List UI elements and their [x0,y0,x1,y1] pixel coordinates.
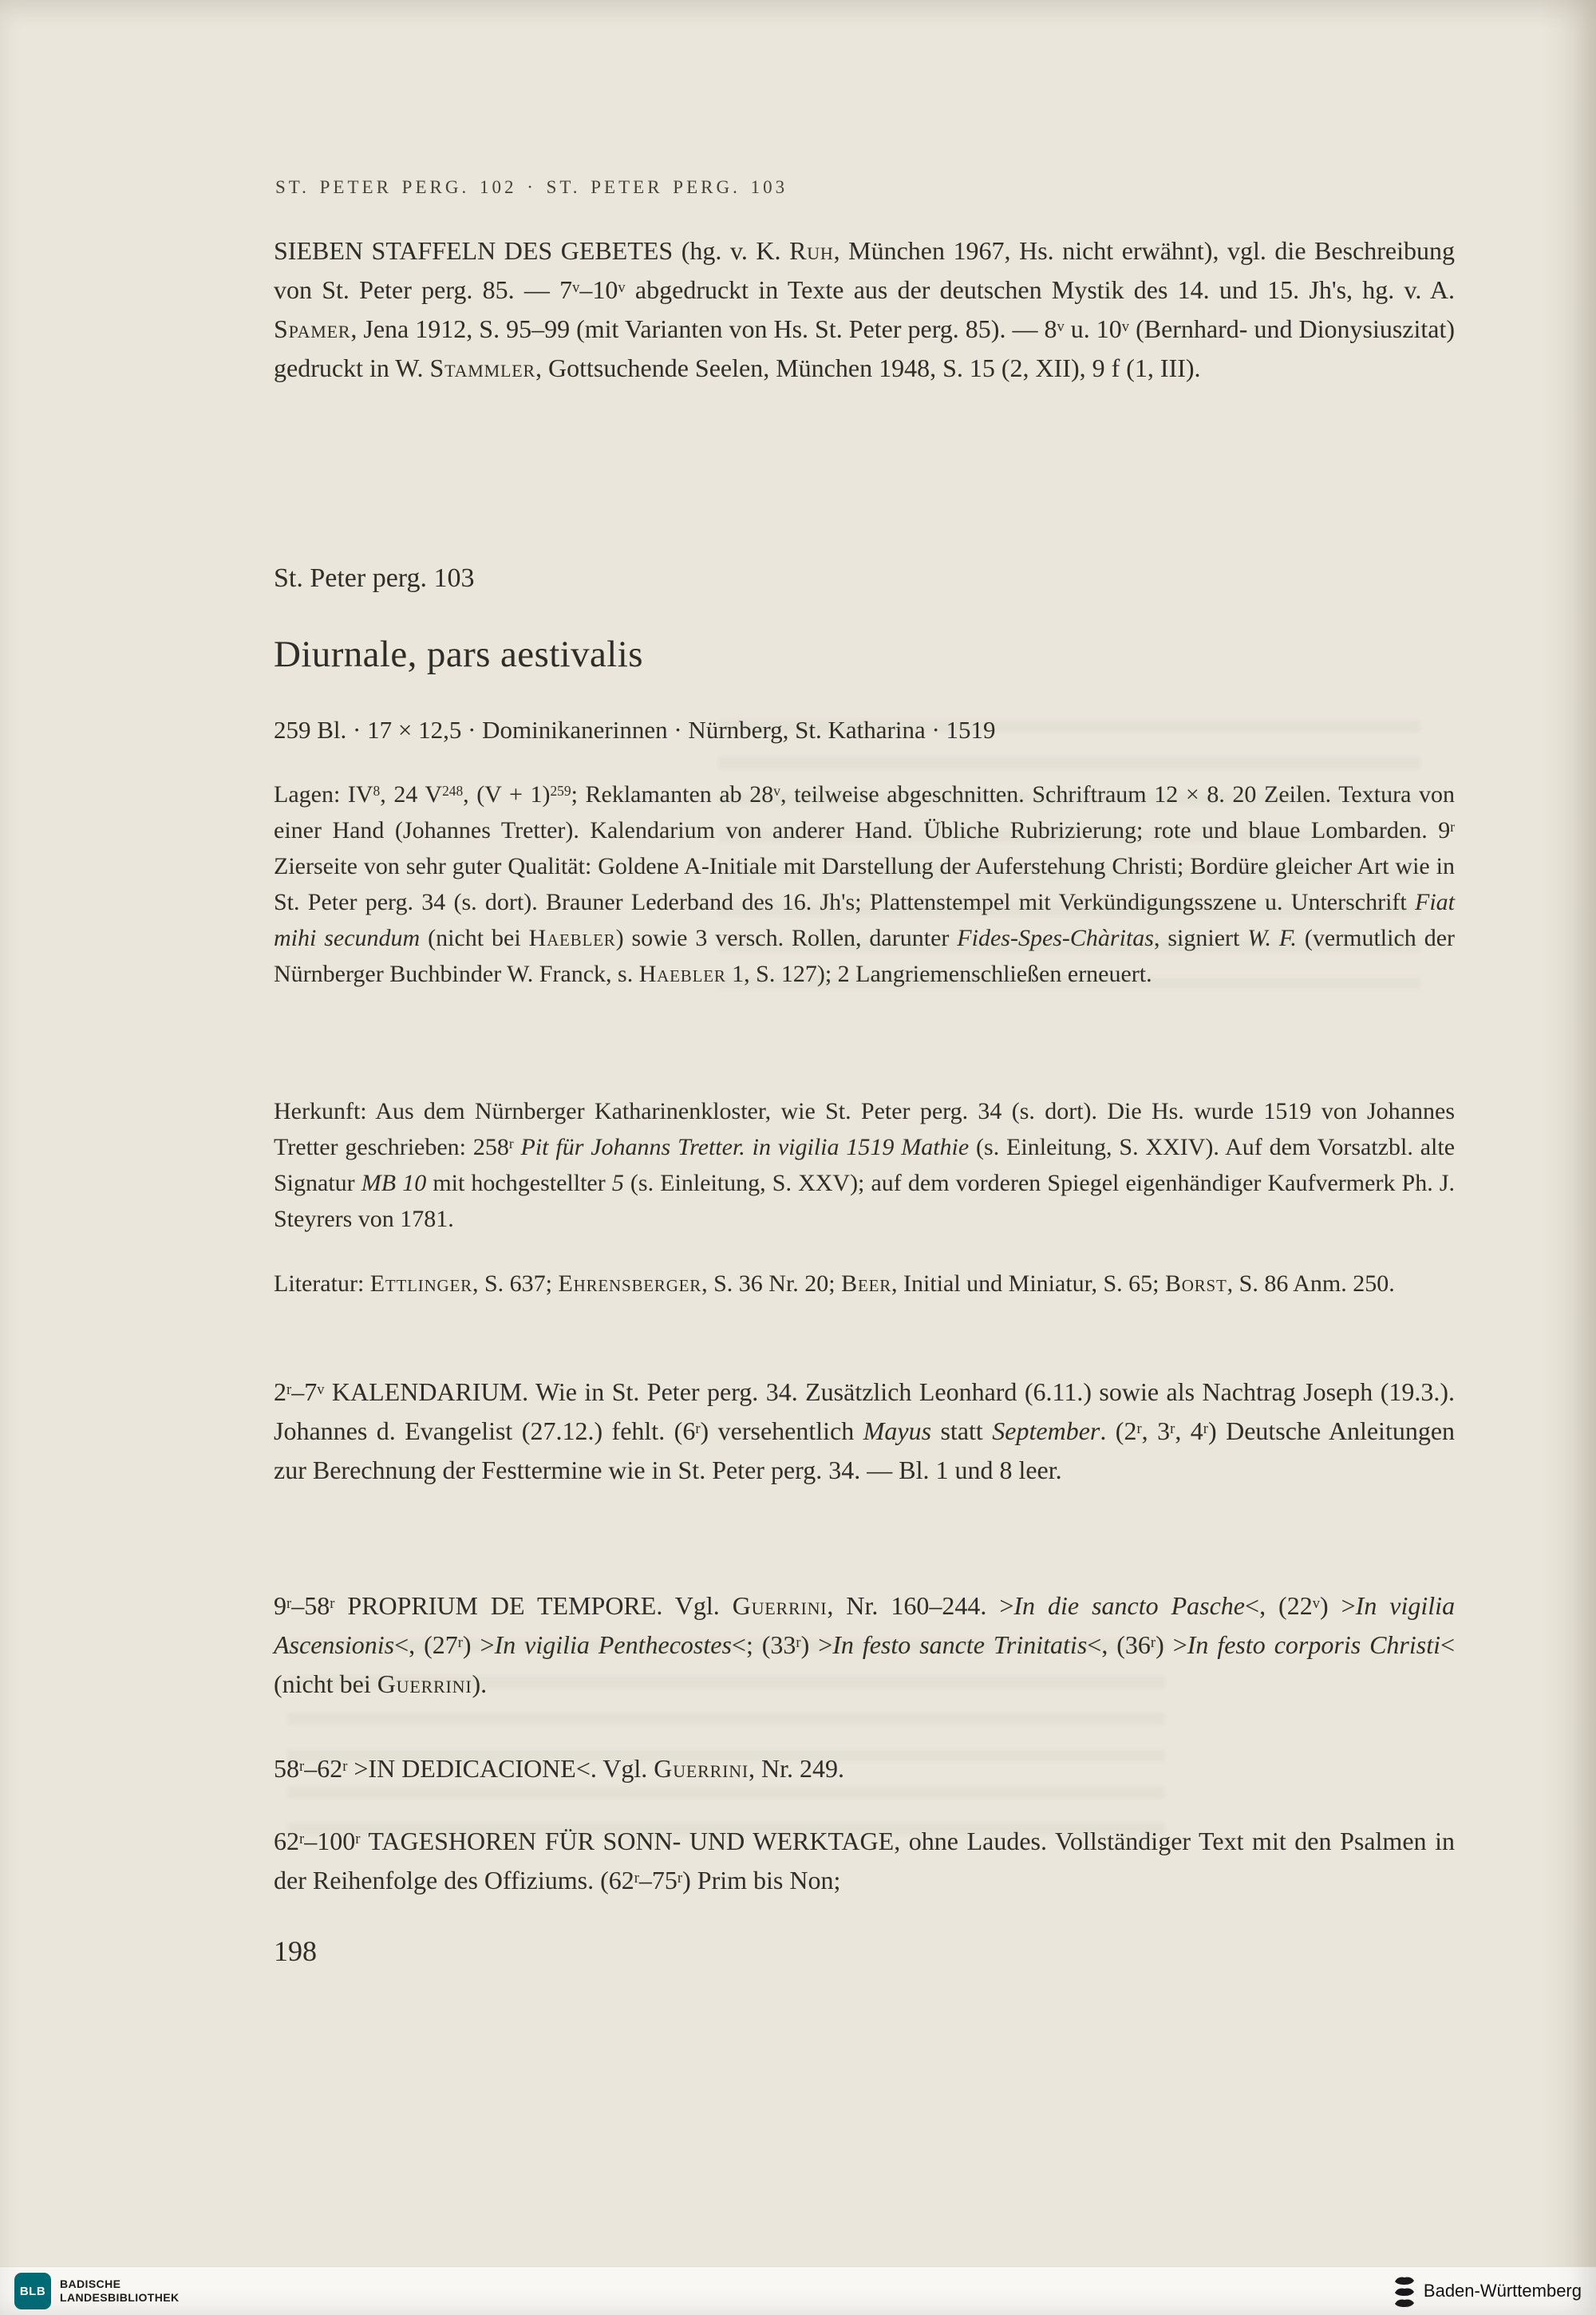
section-kalendarium-paragraph: 2$^r$–7$^v$ KALENDARIUM. Wie in St. Peter perg. 34. Zusätzlich Leonhard (6.11.) sowie als Nachtrag Joseph (19.3.). Johannes d. Evangelist (27.12.) fehlt. (6$^r$) versehentlich Mayus statt September. (2$^r$, 3$^r$, 4$^r$) Deutsche Anleitungen zur Berechnung der Festtermine wie in St. Peter perg. 34. — Bl. 1 und 8 leer. [274,1377,1456,1484]
library-name-line2: LANDESBIBLIOTHEK [60,2291,180,2304]
section-dedicacione-paragraph: $58^r-62^r >IN$ DEDICACIONE<. Vgl. Guerrini, Nr. 249. [274,1754,845,1783]
literature-paragraph: Literatur: Ettlinger, S. 637; Ehrensberger, S. 36 Nr. 20; Beer, Initial und Miniatur, S. 65; Borst, S. 86 Anm. 250. [274,1270,1395,1297]
library-name-line1: BADISCHE [60,2277,121,2290]
library-name [60,2277,180,2305]
blb-logo [14,2273,51,2309]
manuscript-meta-line: 259 Bl. · 17 × 12,5 · Dominikanerinnen · Nürnberg, St. Katharina · 1519 [274,716,996,744]
provenance-paragraph: Herkunft: Aus dem Nürnberger Katharinenkloster, wie St. Peter perg. 34 (s. dort). Die Hs. wurde 1519 von Johannes Tretter geschrieben: 258$^r$ Pit für Johanns Tretter. in vigilia 1519 Mathie (s. Einleitung, S. XXIV). Auf dem Vorsatzbl. alte Signatur MB 10 mit hochgestellter 5 (s. Einleitung, S. XXV); auf dem vorderen Spiegel eigenhändiger Kaufvermerk Ph. J. Steyrers von 1781. [274,1098,1456,1232]
section-proprium-paragraph: 9$^r$–58$^r$ PROPRIUM DE TEMPORE. Vgl. Guerrini, Nr. 160–244. >In die sancto Pasche<, $(22^v) >In$ vigilia Ascensionis<, $(27^r) >In$ vigilia Penthecostes<; $(33^r) >In$ festo sancte Trinitatis<, $(36^r) >In$ festo corporis Christi< (nicht bei Guerrini). [274,1591,1456,1698]
section-tageshoren-paragraph: 62$^r$–100$^r$ TAGESHOREN FÜR SONN- UND WERKTAGE, ohne Laudes. Vollständiger Text mit den Psalmen in der Reihenfolge des Offiziums. (62$^r$–75$^r$) Prim bis Non; [274,1827,1455,1894]
state-branding [1393,2274,1582,2308]
running-head: ST. PETER PERG. 102 · ST. PETER PERG. 103 [275,177,788,197]
footer-bar [0,2266,1596,2315]
codicology-paragraph: Lagen: $IV^8$, 24 $V^{248}$, $(V + 1)^{259}$; Reklamanten ab 28$^v$, teilweise abgeschnitten. Schriftraum 12 × 8. 20 Zeilen. Textura von einer Hand (Johannes Tretter). Kalendarium von anderer Hand. Übliche Rubrizierung; rote und blaue Lombarden. 9$^r$ Zierseite von sehr guter Qualität: Goldene A-Initiale mit Darstellung der Auferstehung Christi; Bordüre gleicher Art wie in St. Peter perg. 34 (s. dort). Brauner Lederband des 16. Jh's; Plattenstempel mit Verkündigungsszene u. Unterschrift Fiat mihi secundum (nicht bei Haebler) sowie 3 versch. Rollen, darunter Fides-Spes-Chàritas, signiert W. F. (vermutlich der Nürnberger Buchbinder W. Franck, s. Haebler 1, S. 127); 2 Langriemenschließen erneuert. [274,781,1455,987]
previous-entry-literature-paragraph: SIEBEN STAFFELN DES GEBETES (hg. v. K. Ruh, München 1967, Hs. nicht erwähnt), vgl. die Beschreibung von St. Peter perg. 85. — 7$^v$–10$^v$ abgedruckt in Texte aus der deutschen Mystik des 14. und 15. Jh's, hg. v. A. Spamer, Jena 1912, S. 95–99 (mit Varianten von Hs. St. Peter perg. 85). — 8$^v$ u. 10$^v$ (Bernhard- und Dionysiuszitat) gedruckt in W. Stammler, Gottsuchende Seelen, München 1948, S. 15 (2, XII), 9 f (1, III). [274,236,1456,382]
shelfmark-heading: St. Peter perg. 103 [274,563,475,593]
state-name: Baden-Württemberg [1423,2281,1582,2301]
page-number: 198 [274,1935,317,1967]
library-branding [14,2273,180,2309]
baden-wuerttemberg-coat-of-arms-icon [1393,2274,1416,2308]
manuscript-title: Diurnale, pars aestivalis [274,634,643,675]
blb-logo-text: BLB [19,2284,46,2298]
